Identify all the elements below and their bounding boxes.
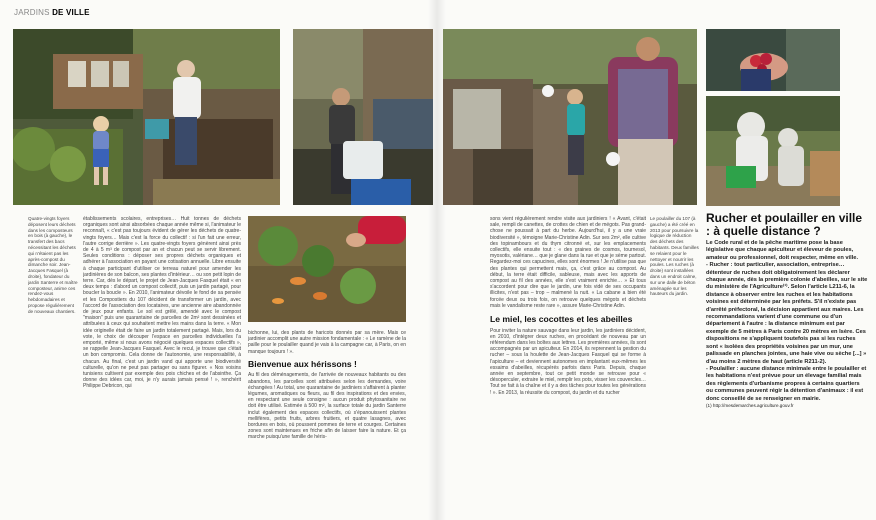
photo-man-with-bucket	[293, 29, 433, 205]
article-column-1: établissements scolaires, entreprises… Huit tonnes de déchets organiques sont ainsi absorbées chaque année même si, l'animateur le reconnaît, « c'est pas toujours évident de gérer les déchets de quatre-vingts foyers… Mais c'est la force du collectif : si l'un fait une erreur, l'autre corrige derrière ». Les quatre-vingts foyers génèrent ainsi près de 4 à 5 m³ de compost par an et chacun peut se servir librement. Seules conditions : déposer ses propres déchets organiques et adhérer à l'association en payant une cotisation annuelle. Libre ensuite à chaque participant d'utiliser ce terreau naturel pour amender les jardinières de son balcon, ses plantes d'intérieur… ou son petit lopin de terre. Car, dès le départ, le projet de Jean-Jacques Fasquel était « en deux temps : d'abord un compost collectif, puis un jardin partagé, pour boucler la boucle ». En 2010, l'animateur dévoile le fond de sa pensée et les Compostiers du 107 décident de transformer un jardin, avec l'accord de l'association des locataires, une ancienne aire abandonnée de jeux pour enfants. Le sol est grêlé, amendé avec le compost "maison" puis une quarantaine de parcelles de 2m² sont dessinées et attribuées à ceux qui souhaitent mettre les mains dans la terre. « Mon idée originelle était de faire un jardin totalement partagé. Mais, lors du vote, le choix de découper l'espace en parcelles individuelles l'a emporté, même si nous avons négocié quelques espaces collectifs », se rappelle Jean-Jacques Fasquel. Avec le recul, je trouve que c'était un bon compromis. Cela donne de l'autonomie, une responsabilité, à chacun. Au final, c'est un jardin vand qui apporte une biodiversité culturelle, qu'on ne peut pas partager ou sans figurer. « Nos voisins tunisiens cultivent par exemple des pois chiches et de l'absinthe. Ça donne des idées car, moi, je n'y aurais jamais pensé ! », renchérit Philippe Debricon, qui	[83, 216, 241, 390]
article-column-3	[490, 216, 646, 516]
sidebar-poulailler-text: aucune distance minimale entre le poulailler et les habitations n'est prévue pour un élevage familial mais des règlements d'urbanisme propres à certains quartiers ou communes peuvent régir la détention d'animaux : il est donc conseillé de se renseigner en mairie.	[706, 365, 867, 402]
photo-caption-left: Quatre-vingts foyers déposent leurs déchets dans les composteurs en bois (à gauche), le transfert des bacs nécessitant les déchets qui n'étaient pas les après-compost du dimanche soir. Jean-Jacques Fasquel (à droite), fondateur du jardin Santerre et maître composteur, anime ces rendez-vous hebdomadaires et propose régulièrement de nouveaux chantiers.	[28, 216, 78, 314]
sidebar-box	[706, 212, 868, 518]
column-3-intro: sons vient régulièrement rendre visite aux jardiniers ! « Avant, c'était sale, rempli de canettes, de crottes de chien et de mégots. Pas grand-chose ne poussait à part du herbe. Aujourd'hui, il y a une vraie biodiversité », témoigne Marie-Christine Adin. Sur ses 2m², elle cultive des topinambours et du thym citronné et, sur les emplacements collectifs, elle ensuite tout : « des graines de cosmos, tournesol, myosotis, valériane… que je glane dans la rue et que je sème partout. Regardez-moi ces capucines, elles sont énormes ! Je n'utilise pas que des plantes qui permettent mais, ça, c'est grâce au compost. Au début, la terre était difficile, sableuse, mais avec les apports de compost au fil des années, elle s'est vraiment enrichie… » Et tous s'accordent pour dire que le jardin, une fois vidé de ses occupants illicites, n'est pas – trop – malmené la nuit. « La cabane a bien été forcée deux ou trois fois, on retrouve quelques mégots et déchets mais le vandalisme reste rare », assure Marie-Christine Adin.	[490, 216, 646, 309]
heading-miel-cocottes: Le miel, les cocottes et les abeilles	[490, 314, 633, 325]
sidebar-poulailler-label: - Poulailler :	[706, 365, 739, 372]
column-2-intro: bichonne, lui, des plants de haricots donnés par sa mère. Mais ce jardinier accomplit une autre mission fondamentale : « Le ramène de la paille pour le poulailler quand je vais à la campagne car, à Paris, on en manque toujours ! ».	[248, 330, 406, 355]
photo-beekeepers	[706, 96, 840, 206]
header-section: DE VILLE	[52, 8, 90, 17]
heading-herissons: Bienvenue aux hérissons !	[248, 358, 357, 369]
sidebar-title: Rucher et poulailler en ville : à quelle distance ?	[706, 212, 863, 238]
sidebar-intro: Le Code rural et de la pêche maritime pose la base législative que chaque apiculteur et éleveur de poules, amateur ou professionnel, doit respecter, même en ville.	[706, 240, 859, 261]
photo-hands-holding-eggs	[706, 29, 840, 91]
photo-woman-gloves-compost	[443, 29, 697, 205]
running-header	[14, 8, 90, 17]
sidebar-rucher-label: - Rucher :	[706, 262, 733, 269]
sidebar-rucher-text: tout particulier, association, entreprise… détenteur de ruches doit obligatoirement les déclarer chaque année, dès la première colonie d'abeilles, sur le site du ministère de l'Agriculture⁽¹⁾. Selon l'article L211-6, la distance à observer entre les ruches et les habitations voisines est déterminée par les préfets. S'il n'existe pas d'arrêté préfectoral, la décision appartient aux maires. Les recommandations varient d'une commune ou d'un département à l'autre : la distance minimum est par exemple de 5 mètres à Paris contre 20 mètres en Isère. Ces dispositions ne s'appliquent toutefois pas si les ruches sont « isolées des propriétés voisines par un mur, une palissade en planches jointes, une haie vive ou sèche [...] » d'au moins 2 mètres de haut (article R211-2).	[706, 262, 868, 365]
sidebar-poulailler-paragraph	[706, 366, 868, 403]
column-3-body: Pour inviter la nature sauvage dans leur jardin, les jardiniers décident, en 2010, d'intégrer deux ruches, en procédant de nouveau par un référendum dans les boîtes aux lettres. Les premières années, ils sont accompagnés par un apiculteur. En 2014, ils reprennent la gestion du rucher – sous la houlette de Jean-Jacques Fasquel qui se forme à l'apiculture – et deviennent autonomes en implantant eux-mêmes les essaims d'abeilles, récupérés parfois dans Paris. Depuis, chaque année en septembre, tout ce petit monde se retrouve pour « désoperculer, extraire le miel, remplir les pots, visser les couvercles… Tout se fait à la chaîne et il y a des tâches pour toutes les générations ! ». En 2013, la réussite du compost, du jardin et du rucher	[490, 327, 646, 396]
column-2-body: Au fil des déménagements, de l'arrivée de nouveaux habitants ou des abandons, les parcelles sont attribuées selon les demandes, voire échangées ! Au total, une quarantaine de jardiniers s'affairent à planter légumes, aromatiques ou fleurs, au fil des inspirations et des envies, en respectant une seule consigne : aucun produit phytosanitaire ne doit être utilisé. Estimée à 500 m², la surface totale du jardin Santerre inclut également des espaces collectifs, où s'épanouissent plantes mellifères, petits fruits, arbres fruitiers, et quatre lasagnes, avec bordures en bois, où poussent pommes de terre et courges. Certaines zones sont maintenues en friche afin de laisser faire la nature. Et ça marche puisqu'une famille de héris-	[248, 372, 406, 441]
header-prefix: JARDINS	[14, 8, 50, 17]
article-column-2	[248, 330, 406, 516]
photo-compost-father-child	[13, 29, 280, 205]
sidebar-rucher-paragraph	[706, 262, 868, 366]
photo-hand-pulling-carrots	[248, 216, 406, 322]
sidebar-footnote: (1) http://mesdemarches.agriculture.gouv.fr	[706, 402, 794, 408]
photo-caption-right: Le poulailler du 107 (à gauche) a été créé en 2013 pour poursuivre la logique de réduction des déchets des habitants. Deux familles se relaient pour le nettoyer et nourrir les poules. Les ruches (à droite) sont installées dans un endroit calme, sur une dalle de béton aménagée sur les hauteurs du jardin.	[650, 216, 699, 297]
